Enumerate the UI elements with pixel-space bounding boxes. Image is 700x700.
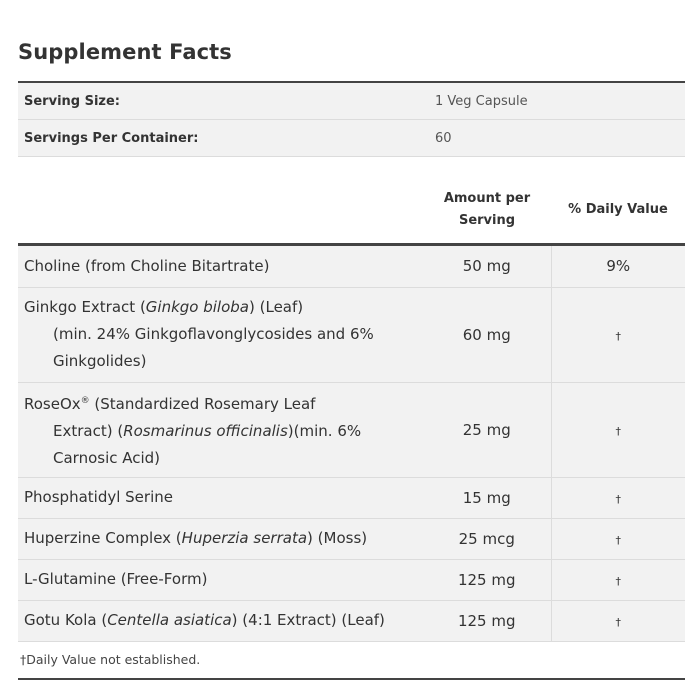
serving-size-label: Serving Size: [18, 82, 423, 120]
ingredient-amount: 125 mg [423, 600, 551, 641]
ingredient-name-part: Ginkgo Extract ( [24, 298, 146, 316]
nutrient-column-header [18, 177, 423, 245]
serving-size-row [18, 82, 685, 120]
table-row [18, 246, 685, 287]
ingredient-name: Choline (from Choline Bitartrate) [18, 246, 423, 287]
serving-size-value: 1 Veg Capsule [423, 82, 685, 120]
ingredient-amount: 25 mcg [423, 518, 551, 559]
ingredient-daily-value: 9% [551, 246, 685, 287]
serving-info-table [18, 81, 685, 157]
ingredient-name [18, 600, 423, 641]
dagger-mark: † [615, 615, 621, 629]
amount-column-header [423, 177, 551, 245]
ingredient-name: Phosphatidyl Serine [18, 477, 423, 518]
ingredient-amount: 50 mg [423, 246, 551, 287]
footnote: †Daily Value not established. [18, 642, 685, 680]
ingredient-name-part: Huperzine Complex ( [24, 529, 182, 547]
dagger-mark: † [615, 329, 621, 343]
ingredient-name [18, 287, 423, 382]
ingredient-latin-name: Rosmarinus officinalis [123, 421, 288, 440]
ingredient-name-part: (Standardized Rosemary Leaf [89, 394, 316, 413]
ingredient-name: L-Glutamine (Free-Form) [18, 559, 423, 600]
supplement-facts-panel [18, 81, 685, 680]
column-header-table [18, 177, 685, 246]
ingredient-daily-value [551, 382, 685, 477]
column-header-row [18, 177, 685, 245]
amount-header-line1: Amount per [443, 191, 531, 206]
amount-header-line2: Serving [458, 213, 516, 228]
ingredient-name-part: )(min. 6% [287, 421, 362, 440]
ingredient-daily-value [551, 477, 685, 518]
ingredient-name [18, 518, 423, 559]
dagger-mark: † [615, 492, 621, 506]
table-row [18, 287, 685, 382]
ingredients-table [18, 246, 685, 642]
ingredient-name-part: Gotu Kola ( [24, 611, 108, 629]
ingredient-name [18, 382, 423, 477]
ingredient-name-part: ) (Leaf) [249, 298, 304, 316]
table-row [18, 382, 685, 477]
ingredient-name-part: Extract) ( [53, 421, 124, 440]
ingredient-amount: 125 mg [423, 559, 551, 600]
servings-per-container-row [18, 120, 685, 157]
dagger-mark: † [615, 424, 621, 438]
ingredient-latin-name: Huperzia serrata [181, 529, 308, 547]
ingredient-name-part: ) (Moss) [307, 529, 368, 547]
dagger-mark: † [615, 574, 621, 588]
ingredient-name-part: RoseOx [24, 394, 81, 413]
ingredient-detail-line: Carnosic Acid) [53, 448, 161, 467]
ingredient-detail-line: Ginkgolides) [53, 352, 147, 370]
ingredient-amount: 25 mg [423, 382, 551, 477]
ingredient-detail-line: (min. 24% Ginkgoflavonglycosides and 6% [53, 325, 374, 343]
servings-per-container-label: Servings Per Container: [18, 120, 423, 157]
ingredient-name-part: ) (4:1 Extract) (Leaf) [231, 611, 385, 629]
registered-mark: ® [80, 395, 90, 406]
table-row [18, 559, 685, 600]
ingredient-amount: 60 mg [423, 287, 551, 382]
table-row [18, 518, 685, 559]
dagger-mark: † [615, 533, 621, 547]
ingredient-detail-line [24, 418, 417, 445]
ingredient-daily-value [551, 518, 685, 559]
servings-per-container-value: 60 [423, 120, 685, 157]
ingredient-daily-value [551, 287, 685, 382]
page-title: Supplement Facts [18, 40, 232, 64]
table-row [18, 600, 685, 641]
ingredient-daily-value [551, 600, 685, 641]
ingredient-latin-name: Centella asiatica [107, 611, 232, 629]
table-row [18, 477, 685, 518]
ingredient-amount: 15 mg [423, 477, 551, 518]
ingredient-latin-name: Ginkgo biloba [145, 298, 249, 316]
ingredient-daily-value [551, 559, 685, 600]
daily-value-column-header: % Daily Value [551, 177, 685, 245]
